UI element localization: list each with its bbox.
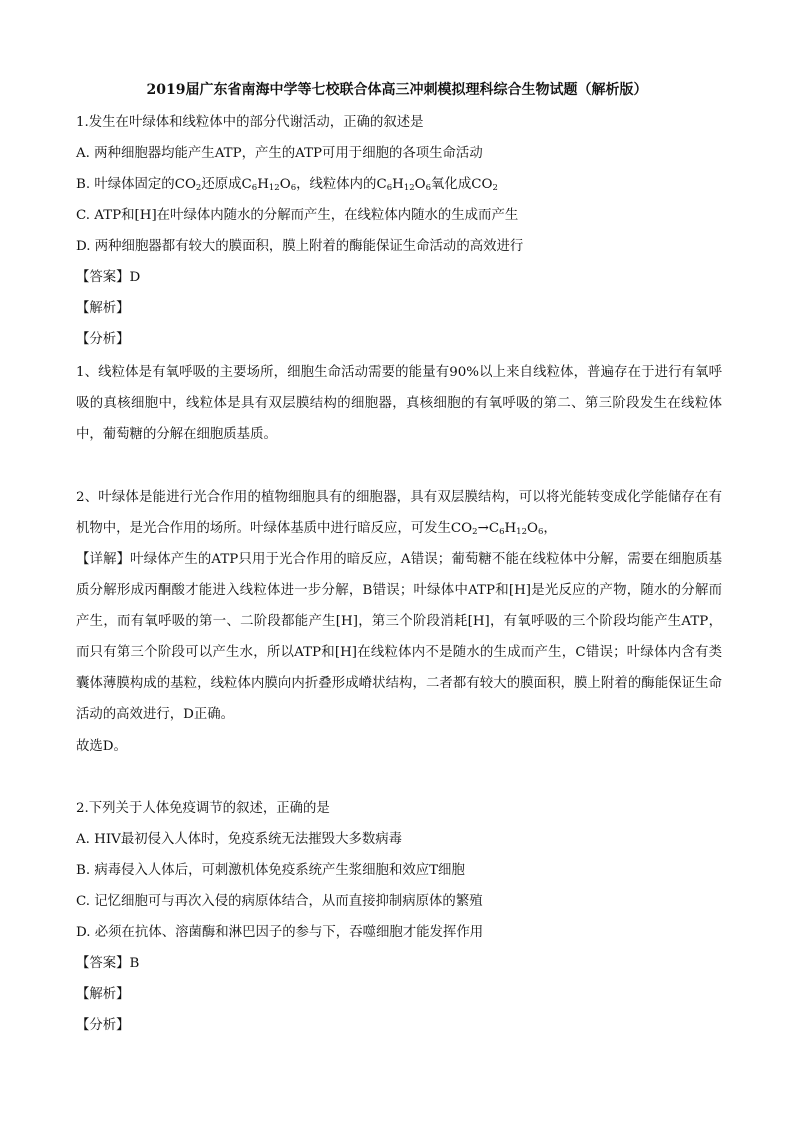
question-1-detail: 【详解】叶绿体产生的ATP只用于光合作用的暗反应，A错误；葡萄糖不能在线粒体中分解，需要在细胞质基质分解形成丙酮酸才能进入线粒体进一步分解，B错误；叶绿体中ATP和[H]是光反应的产物，随水的分解而产生，而有氧呼吸的第一、二阶段都能产生[H]，第三个阶段消耗[H]，有氧呼吸的三个阶段均能产生ATP，而只有第三个阶段可以产生水，所以ATP和[H]在线粒体内不是随水的生成而产生，C错误；叶绿体内含有类囊体薄膜构成的基粒，线粒体内膜向内折叠形成嵴状结构，二者都有较大的膜面积，膜上附着的酶能保证生命活动的高效进行，D正确。 (76, 552, 722, 722)
question-1-point-2: 2、叶绿体是能进行光合作用的植物细胞具有的细胞器，具有双层膜结构，可以将光能转变成化学能储存在有机物中，是光合作用的场所。叶绿体基质中进行暗反应，可发生$CO_2\to C_6H_{12}O_6$， (76, 490, 722, 537)
question-2-analysis-label: 【解析】 (76, 987, 130, 1002)
question-1-answer: 【答案】D (76, 270, 141, 285)
question-1-option-a: A. 两种细胞器均能产生ATP，产生的ATP可用于细胞的各项生命活动 (76, 146, 483, 161)
question-1-point-1: 1、线粒体是有氧呼吸的主要场所，细胞生命活动需要的能量有90%以上来自线粒体，普遍存在于进行有氧呼吸的真核细胞中，线粒体是具有双层膜结构的细胞器，真核细胞的有氧呼吸的第二、第三阶段发生在线粒体中，葡萄糖的分解在细胞质基质。 (76, 365, 722, 442)
question-2-option-a: A. HIV最初侵入人体时，免疫系统无法摧毁大多数病毒 (76, 832, 403, 847)
question-1-fenxi-label: 【分析】 (76, 332, 130, 347)
question-1-conclusion: 故选D。 (76, 739, 127, 754)
question-2-option-d: D. 必须在抗体、溶菌酶和淋巴因子的参与下，吞噬细胞才能发挥作用 (76, 925, 484, 940)
question-1-option-d: D. 两种细胞器都有较大的膜面积，膜上附着的酶能保证生命活动的高效进行 (76, 239, 524, 254)
question-1-analysis-label: 【解析】 (76, 301, 130, 316)
question-2-stem: 2.下列关于人体免疫调节的叙述，正确的是 (76, 801, 330, 816)
question-1-stem: 1.发生在叶绿体和线粒体中的部分代谢活动，正确的叙述是 (76, 115, 424, 130)
question-2-option-c: C. 记忆细胞可与再次入侵的病原体结合，从而直接抑制病原体的繁殖 (76, 894, 483, 909)
question-1-option-c: C. ATP和[H]在叶绿体内随水的分解而产生，在线粒体内随水的生成而产生 (76, 208, 519, 223)
question-2-fenxi-label: 【分析】 (76, 1018, 130, 1033)
document-title: 2019届广东省南海中学等七校联合体高三冲刺模拟理科综合生物试题（解析版） (146, 82, 648, 98)
question-2-answer: 【答案】B (76, 956, 140, 971)
question-1-option-b: B. 叶绿体固定的$CO_2$还原成$C_6H_{12}O_6$，线粒体内的$C_6H_{12}O_6$氧化成$CO_2$ (76, 177, 498, 193)
question-2-option-b: B. 病毒侵入人体后，可刺激机体免疫系统产生浆细胞和效应T细胞 (76, 863, 465, 878)
